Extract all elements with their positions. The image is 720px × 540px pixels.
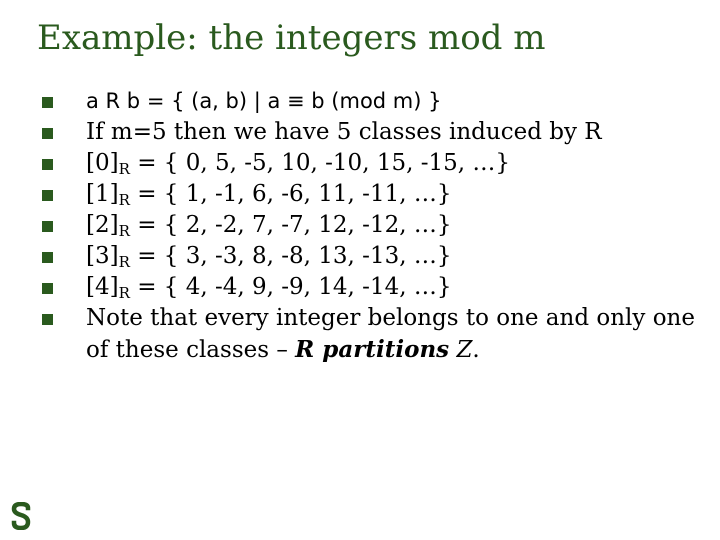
s-logo-icon — [10, 502, 32, 530]
list-item — [42, 303, 702, 366]
list-item-text: If m=5 then we have 5 classes induced by R — [86, 119, 602, 145]
list-item — [42, 86, 702, 117]
class-members: = { 0, 5, -5, 10, -10, 15, -15, …} — [129, 150, 510, 176]
integer-set-symbol: Z — [456, 337, 473, 363]
list-item — [42, 117, 702, 148]
class-subscript: R — [118, 253, 130, 271]
class-label: [4] — [86, 274, 119, 300]
square-bullet-icon — [42, 190, 53, 201]
class-subscript: R — [118, 160, 130, 178]
class-subscript: R — [118, 284, 130, 302]
square-bullet-icon — [42, 128, 53, 139]
list-item — [42, 272, 702, 303]
class-label: [1] — [86, 181, 119, 207]
square-bullet-icon — [42, 221, 53, 232]
class-label: [2] — [86, 212, 119, 238]
square-bullet-icon — [42, 159, 53, 170]
relation-definition: a R b = { (a, b) | a ≡ b (mod m) } — [86, 89, 442, 113]
note-text: Note that every integer belongs to one and only one of these classes – — [86, 305, 695, 363]
class-members: = { 4, -4, 9, -9, 14, -14, …} — [129, 274, 452, 300]
bullet-list — [42, 86, 702, 366]
square-bullet-icon — [42, 97, 53, 108]
list-item — [42, 210, 702, 241]
page-title: Example: the integers mod m — [37, 18, 546, 58]
class-members: = { 3, -3, 8, -8, 13, -13, …} — [129, 243, 452, 269]
class-subscript: R — [118, 222, 130, 240]
note-emphasis: R partitions — [295, 336, 450, 363]
list-item — [42, 241, 702, 272]
list-item — [42, 148, 702, 179]
class-subscript: R — [118, 191, 130, 209]
class-members: = { 1, -1, 6, -6, 11, -11, …} — [129, 181, 452, 207]
list-item — [42, 179, 702, 210]
square-bullet-icon — [42, 252, 53, 263]
class-label: [0] — [86, 150, 119, 176]
class-label: [3] — [86, 243, 119, 269]
square-bullet-icon — [42, 283, 53, 294]
square-bullet-icon — [42, 314, 53, 325]
class-members: = { 2, -2, 7, -7, 12, -12, …} — [129, 212, 452, 238]
note-end: . — [472, 337, 480, 363]
